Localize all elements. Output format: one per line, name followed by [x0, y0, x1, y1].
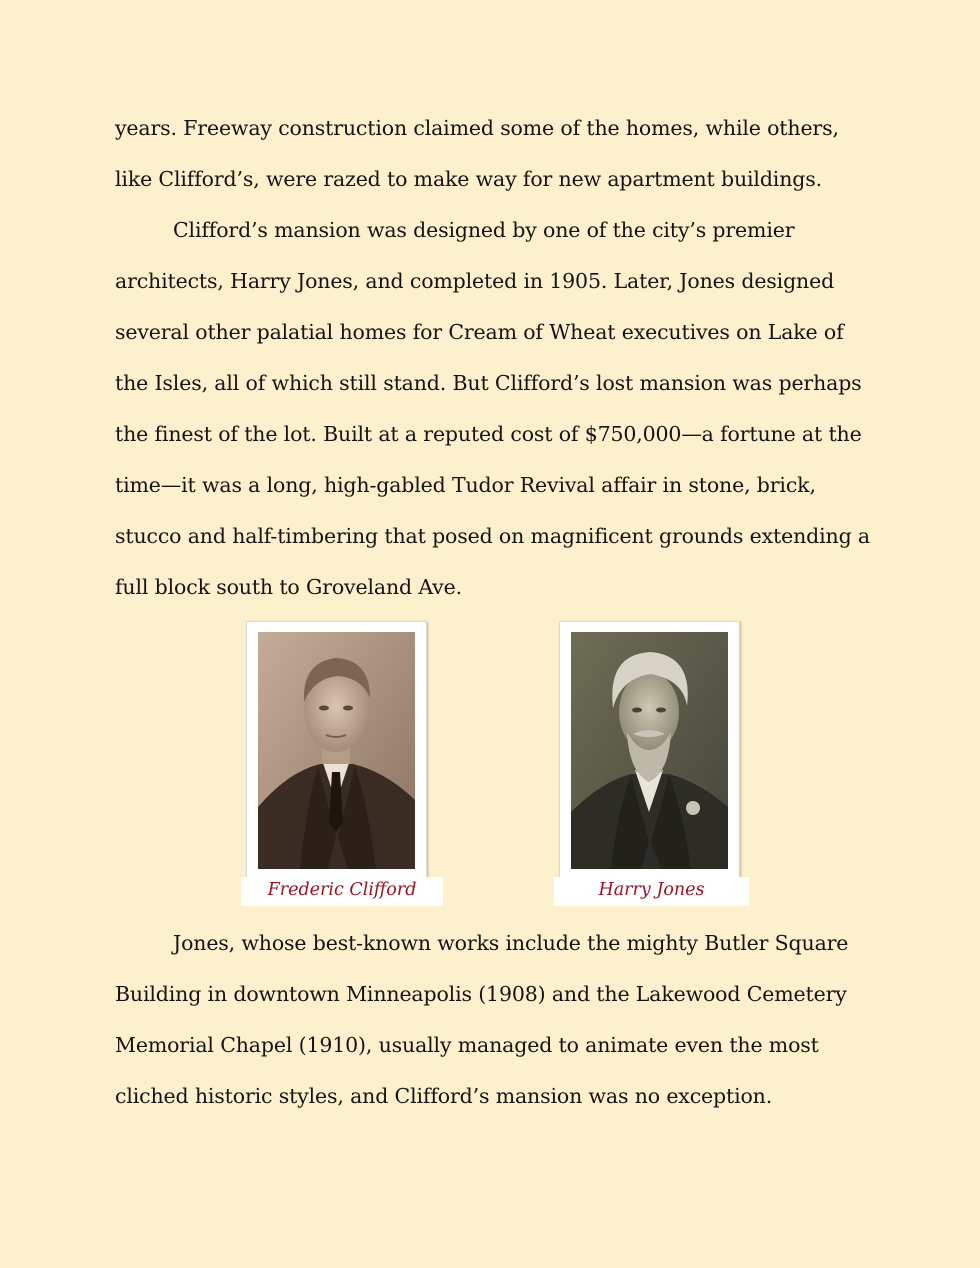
caption-frederic-clifford: Frederic Clifford	[241, 877, 443, 906]
paragraph-continued: years. Freeway construction claimed some of the homes, while others, like Clifford’s, were razed to make way for new apartment buildings.	[115, 116, 839, 191]
paragraph-mansion-design: Clifford’s mansion was designed by one of the city’s premier architects, Harry Jones, and completed in 1905. Later, Jones designed several other palatial homes for Cream of Wheat executives on Lake of the Isles, all of which still stand. But Clifford’s lost mansion was perhaps the finest of the lot. Built at a reputed cost of $750,000—a fortune at the time—it was a long, high-gabled Tudor Revival affair in stone, brick, stucco and half-timbering that posed on magnificent grounds extending a full block south to Groveland Ave.	[115, 218, 870, 599]
portrait-frame-frederic-clifford	[246, 621, 427, 879]
paragraph-jones-works: Jones, whose best-known works include the mighty Butler Square Building in downtown Minneapolis (1908) and the Lakewood Cemetery Memorial Chapel (1910), usually managed to animate even the most cliched historic styles, and Clifford’s mansion was no exception.	[115, 931, 849, 1108]
article-text-top	[115, 103, 875, 613]
article-text-bottom	[115, 918, 875, 1122]
portrait-frederic-clifford	[258, 632, 415, 869]
caption-harry-jones: Harry Jones	[554, 877, 749, 906]
portrait-harry-jones	[571, 632, 728, 869]
portrait-frame-harry-jones	[559, 621, 740, 879]
